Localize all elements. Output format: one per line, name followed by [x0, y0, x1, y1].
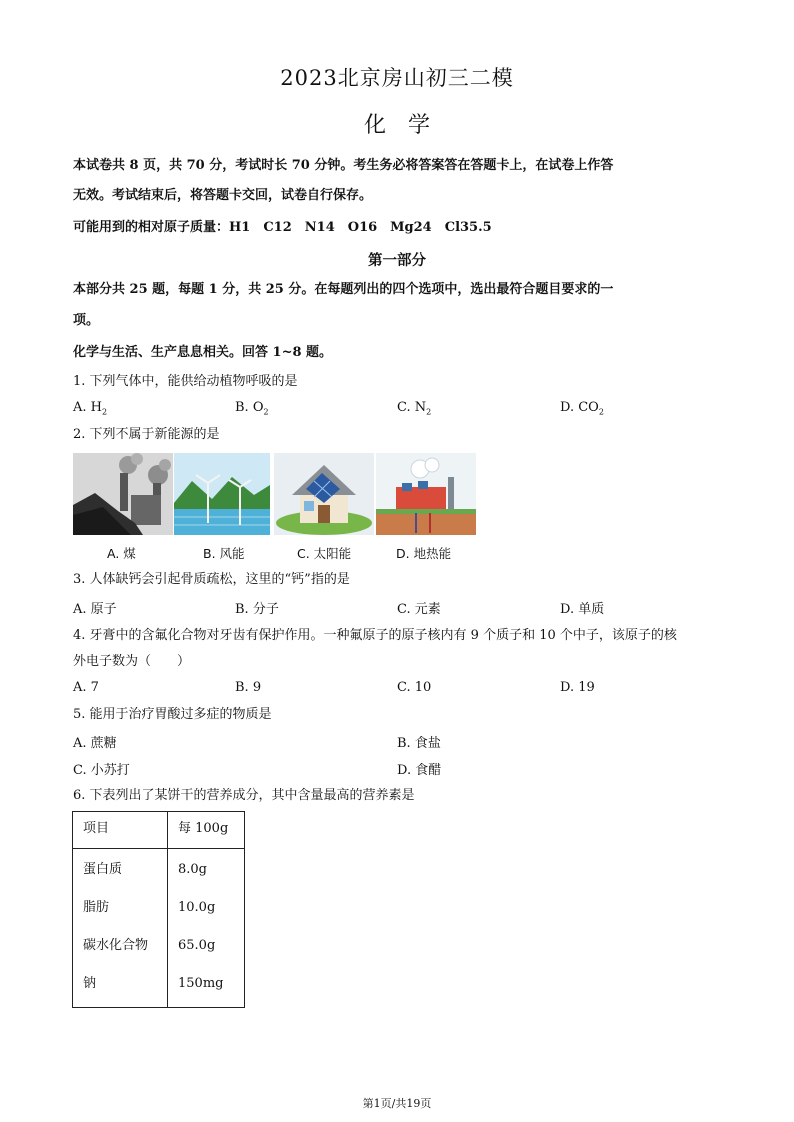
page-number: 第1页/共19页 — [362, 1097, 432, 1110]
q2-option-a[interactable]: A. 煤 — [107, 546, 136, 561]
q1-stem: 1. 下列气体中，能供给动植物呼吸的是 — [73, 374, 298, 389]
q5-option-c[interactable]: C. 小苏打 — [73, 763, 130, 778]
exam-title: 2023北京房山初三二模 — [280, 66, 514, 90]
q4-option-c[interactable]: C. 10 — [397, 680, 432, 695]
table-cell: 150mg — [178, 976, 224, 991]
q1-option-d[interactable]: D. $CO_2$ — [560, 400, 604, 417]
q5-option-a[interactable]: A. 蔗糖 — [73, 736, 117, 751]
part-title: 第一部分 — [368, 252, 426, 269]
coal-plant-illustration[interactable] — [73, 453, 173, 535]
q5-stem: 5. 能用于治疗胃酸过多症的物质是 — [73, 707, 272, 722]
nutrition-table — [72, 811, 245, 1008]
q4-stem-line-1: 4. 牙膏中的含氟化合物对牙齿有保护作用。一种氟原子的原子核内有 9 个质子和 10 个中子，该原子的核 — [73, 628, 677, 643]
geothermal-plant-illustration[interactable] — [376, 453, 476, 535]
q1-option-b[interactable]: B. $O_2$ — [235, 400, 269, 417]
q3-stem: 3. 人体缺钙会引起骨质疏松，这里的“钙”指的是 — [73, 572, 350, 587]
question-group-intro: 化学与生活、生产息息相关。回答 1~8 题。 — [73, 345, 333, 360]
table-header-per-100g: 每 100g — [168, 812, 245, 849]
table-cell: 8.0g — [178, 862, 207, 877]
q2-option-b[interactable]: B. 风能 — [203, 546, 245, 561]
q3-option-c[interactable]: C. 元素 — [397, 602, 441, 617]
wind-turbine-illustration[interactable] — [174, 453, 270, 535]
atomic-masses: 可能用到的相对原子质量：H1 C12 N14 O16 Mg24 Cl35.5 — [73, 220, 492, 235]
part-desc-1: 本部分共 25 题，每题 1 分，共 25 分。在每题列出的四个选项中，选出最符合题目要求的一 — [73, 282, 614, 297]
table-cell: 65.0g — [178, 938, 216, 953]
table-cell: 蛋白质 — [83, 862, 123, 877]
instructions-line-2: 无效。考试结束后，将答题卡交回，试卷自行保存。 — [73, 188, 373, 203]
q5-option-d[interactable]: D. 食醋 — [397, 763, 442, 778]
q3-option-a[interactable]: A. 原子 — [73, 602, 117, 617]
q3-option-d[interactable]: D. 单质 — [560, 602, 605, 617]
q2-stem: 2. 下列不属于新能源的是 — [73, 427, 220, 442]
table-header-item: 项目 — [73, 812, 168, 849]
table-nutrient-values — [168, 849, 245, 1008]
part-desc-2: 项。 — [73, 313, 100, 328]
q6-stem: 6. 下表列出了某饼干的营养成分，其中含量最高的营养素是 — [73, 788, 415, 803]
q1-option-c[interactable]: C. $N_2$ — [397, 400, 432, 417]
table-cell: 10.0g — [178, 900, 216, 915]
instructions-line-1: 本试卷共 8 页，共 70 分，考试时长 70 分钟。考生务必将答案答在答题卡上，在试卷上作答 — [73, 158, 614, 173]
q4-option-b[interactable]: B. 9 — [235, 680, 262, 695]
solar-house-illustration[interactable] — [274, 453, 374, 535]
q4-stem-line-2: 外电子数为（ ） — [73, 654, 191, 669]
table-cell: 脂肪 — [83, 900, 110, 915]
q4-option-d[interactable]: D. 19 — [560, 680, 595, 695]
q4-option-a[interactable]: A. 7 — [73, 680, 99, 695]
table-nutrient-names — [73, 849, 168, 1008]
table-cell: 碳水化合物 — [83, 938, 149, 953]
q5-option-b[interactable]: B. 食盐 — [397, 736, 441, 751]
q1-option-a[interactable]: A. $H_2$ — [73, 400, 108, 417]
table-cell: 钠 — [83, 976, 97, 991]
q2-option-d[interactable]: D. 地热能 — [396, 546, 452, 561]
q2-option-c[interactable]: C. 太阳能 — [297, 546, 352, 561]
subject-title: 化 学 — [363, 113, 430, 138]
q3-option-b[interactable]: B. 分子 — [235, 602, 279, 617]
